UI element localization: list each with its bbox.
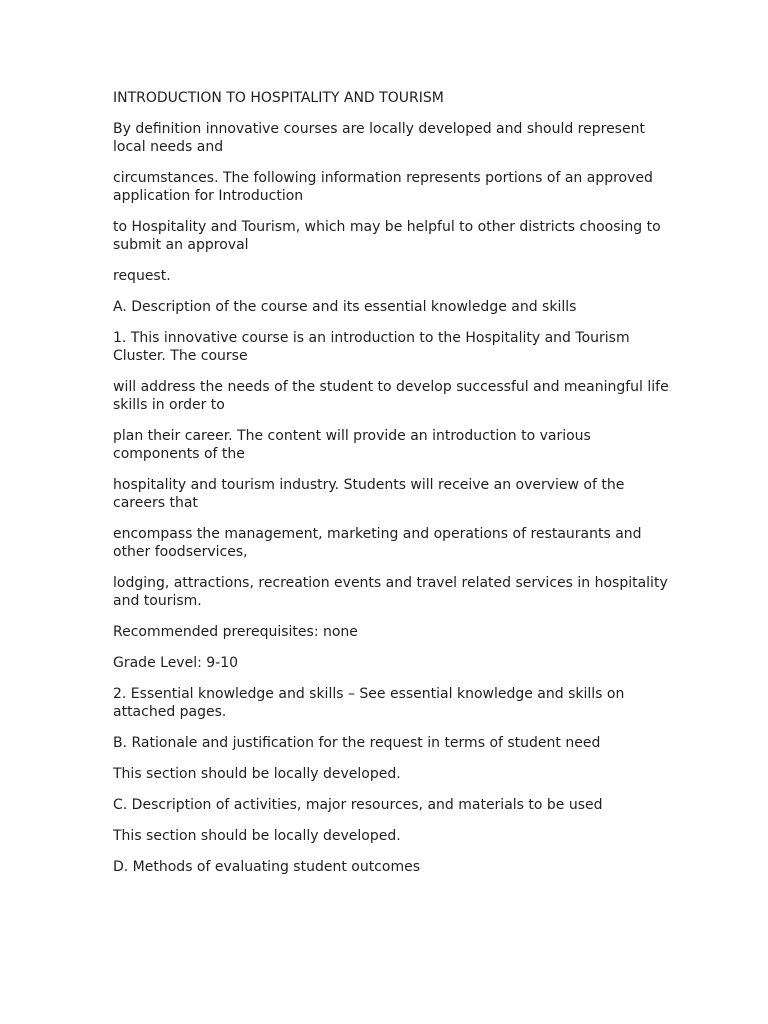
paragraph: By definition innovative courses are locally developed and should represent local needs and: [113, 121, 645, 155]
section-heading-b: B. Rationale and justification for the request in terms of student need: [113, 735, 601, 751]
section-heading-c: C. Description of activities, major resources, and materials to be used: [113, 797, 603, 813]
paragraph: lodging, attractions, recreation events and travel related services in hospitality and tourism.: [113, 575, 668, 609]
paragraph: This section should be locally developed.: [113, 828, 401, 844]
paragraph: request.: [113, 268, 171, 284]
paragraph: hospitality and tourism industry. Students will receive an overview of the careers that: [113, 477, 625, 511]
document-title: INTRODUCTION TO HOSPITALITY AND TOURISM: [113, 90, 444, 106]
paragraph: circumstances. The following information represents portions of an approved application for Introduction: [113, 170, 653, 204]
section-heading-d: D. Methods of evaluating student outcomes: [113, 859, 420, 875]
section-heading-a: A. Description of the course and its essential knowledge and skills: [113, 299, 577, 315]
paragraph: to Hospitality and Tourism, which may be helpful to other districts choosing to submit an approval: [113, 219, 661, 253]
prerequisites-line: Recommended prerequisites: none: [113, 624, 358, 640]
paragraph: encompass the management, marketing and operations of restaurants and other foodservices,: [113, 526, 642, 560]
paragraph: will address the needs of the student to develop successful and meaningful life skills in order to: [113, 379, 669, 413]
paragraph: This section should be locally developed.: [113, 766, 401, 782]
paragraph: 1. This innovative course is an introduction to the Hospitality and Tourism Cluster. The course: [113, 330, 630, 364]
paragraph: 2. Essential knowledge and skills – See essential knowledge and skills on attached pages.: [113, 686, 625, 720]
document-page: [113, 89, 673, 889]
paragraph: plan their career. The content will provide an introduction to various components of the: [113, 428, 591, 462]
grade-level-line: Grade Level: 9-10: [113, 655, 239, 671]
